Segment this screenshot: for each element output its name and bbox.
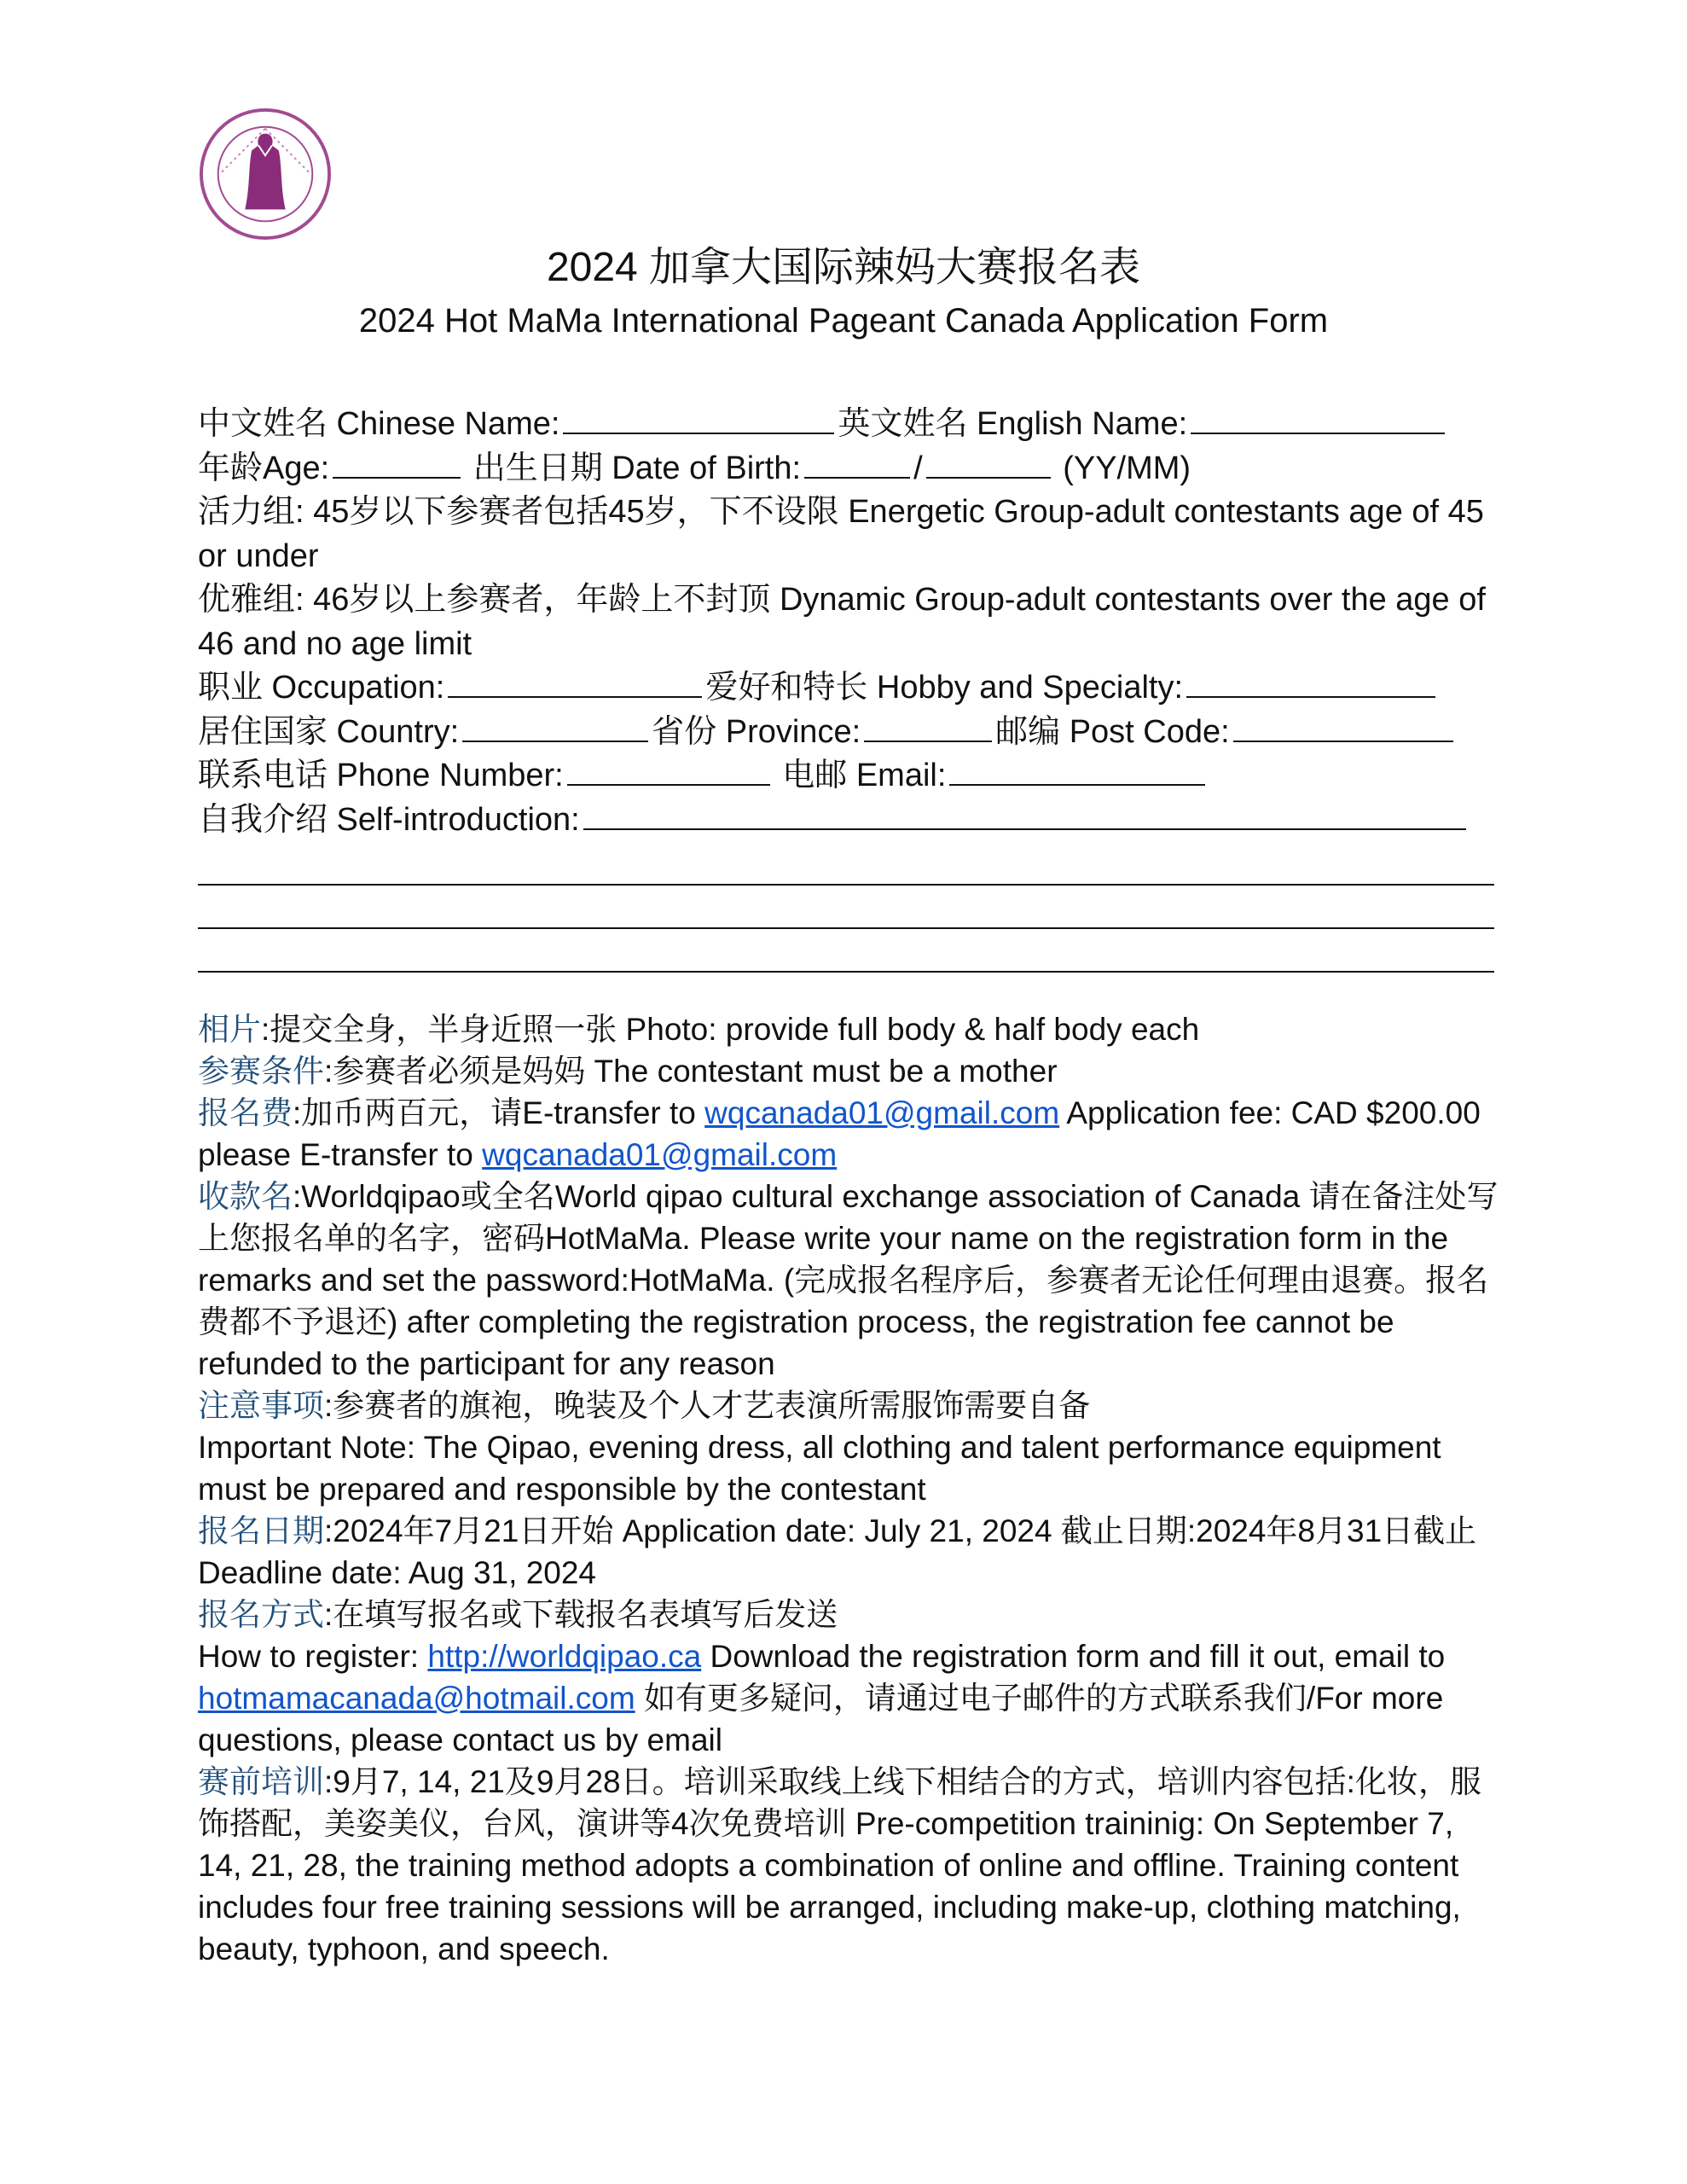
payee-text: :Worldqipao或全名World qipao cultural exchange association of Canada 请在备注处写上您报名单的名字，密码HotMaMa. Please write your name on the registration form in the remarks and set the password:HotMaMa. (完成报名程序后，参赛者无论任何理由退赛。报名费都不予退还) after completing the registration process, the registration fee cannot be refunded to the participant for any reason [198,1179,1499,1381]
method-label: 报名方式 [198,1597,324,1632]
age-field[interactable] [333,448,461,479]
title-chinese: 2024 加拿大国际辣妈大赛报名表 [546,245,1141,290]
application-fee [198,1092,1503,1176]
province-label: 省份 Province: [652,713,861,750]
dynamic-group: 优雅组: 46岁以上参赛者，年龄上不封顶 Dynamic Group-adult contestants over the age of 46 and no age limit [198,582,1486,662]
note-text: :参赛者的旗袍，晚装及个人才艺表演所需服饰需要自备 [324,1388,1091,1423]
dob-year-field[interactable] [804,448,910,479]
chinese-name-label: 中文姓名 Chinese Name: [198,406,560,442]
occupation-label: 职业 Occupation: [198,670,445,706]
dob-label: 出生日期 Date of Birth: [472,450,802,486]
postcode-label: 邮编 Post Code: [995,713,1230,750]
important-note [198,1385,1503,1426]
hobby-field[interactable] [1186,667,1435,698]
training-text: :9月7, 14, 21及9月28日。培训采取线上线下相结合的方式，培训内容包括:化妆，服饰搭配，美姿美仪，台风，演讲等4次免费培训 Pre-competition traininig: On September 7, 14, 21, 28, the training method adopts a combination of online and offline. Training content includes four free training sessions will be arranged, including make-up, clothing matching, beauty, typhoon, and speech. [198,1764,1481,1966]
contact-email-link[interactable]: hotmamacanada@hotmail.com [198,1681,635,1716]
self-intro-field[interactable] [583,799,1466,830]
how-to-register [198,1635,1503,1761]
email-field[interactable] [949,755,1205,786]
photo-text: :提交全身，半身近照一张 Photo: provide full body & half body each [261,1012,1200,1047]
occupation-field[interactable] [448,667,702,698]
self-intro-line-4[interactable] [198,929,1494,973]
title-english: 2024 Hot MaMa International Pageant Canada Application Form [358,302,1329,340]
contest-condition [198,1050,1503,1092]
association-logo [198,107,333,241]
phone-label: 联系电话 Phone Number: [198,758,564,793]
fee-text: :加币两百元，请E-transfer to [293,1095,705,1130]
self-intro-label: 自我介绍 Self-introduction: [198,801,580,838]
website-link[interactable]: http://worldqipao.ca [427,1639,702,1674]
application-dates [198,1510,1503,1594]
method-text: :在填写报名或下载报名表填写后发送 [324,1597,838,1632]
contact-row [198,754,1494,799]
date-label: 报名日期 [198,1513,324,1548]
how-text-2: Download the registration form and fill it out, email to [701,1639,1446,1674]
condition-label: 参赛条件 [198,1054,324,1089]
dob-slash: / [913,450,923,486]
dob-month-field[interactable] [926,448,1051,479]
email-label: 电邮 Email: [782,758,947,793]
how-text: How to register: [198,1639,428,1674]
location-row [198,711,1494,755]
date-text: :2024年7月21日开始 Application date: July 21, 2024 截止日期:2024年8月31日截止 Deadline date: Aug 31, 2024 [198,1513,1477,1590]
english-name-label: 英文姓名 English Name: [838,406,1188,442]
fee-email-link[interactable]: wqcanada01@gmail.com [704,1095,1060,1130]
occupation-row [198,666,1494,711]
instructions [198,1008,1503,1970]
postcode-field[interactable] [1233,712,1453,742]
payee-label: 收款名 [198,1179,293,1214]
registration-method [198,1594,1503,1635]
important-note-en: Important Note: The Qipao, evening dress, all clothing and talent performance equipment must be prepared and responsible by the contestant [198,1430,1441,1507]
how-text-3: 如有更多疑问，请通过电子邮件的方式联系我们/For more questions, please contact us by email [198,1681,1444,1757]
country-field[interactable] [462,712,648,742]
condition-text: :参赛者必须是妈妈 The contestant must be a mother [324,1054,1058,1089]
payee-info [198,1176,1503,1385]
application-fields [198,403,1494,973]
photo-requirement [198,1008,1503,1050]
self-intro-line-3[interactable] [198,886,1494,929]
fee-text-en: Application fee: CAD $200.00 please E-transfer to [198,1095,1481,1172]
country-label: 居住国家 Country: [198,713,460,750]
training-label: 赛前培训 [198,1764,324,1799]
self-intro-line-2[interactable] [198,842,1494,886]
english-name-field[interactable] [1191,404,1445,434]
phone-field[interactable] [567,755,770,786]
energetic-group: 活力组: 45岁以下参赛者包括45岁，下不设限 Energetic Group-adult contestants age of 45 or under [198,494,1484,574]
note-label: 注意事项 [198,1388,324,1423]
dob-format: (YY/MM) [1063,450,1191,486]
fee-email-link-2[interactable]: wqcanada01@gmail.com [482,1137,838,1172]
photo-label: 相片 [198,1012,261,1047]
self-intro-row [198,799,1494,843]
name-row [198,403,1494,447]
hobby-label: 爱好和特长 Hobby and Specialty: [705,670,1184,706]
chinese-name-field[interactable] [563,404,834,434]
pre-competition-training [198,1761,1503,1970]
age-label: 年龄Age: [198,450,330,486]
age-row [198,447,1494,491]
province-field[interactable] [864,712,992,742]
fee-label: 报名费 [198,1095,293,1130]
